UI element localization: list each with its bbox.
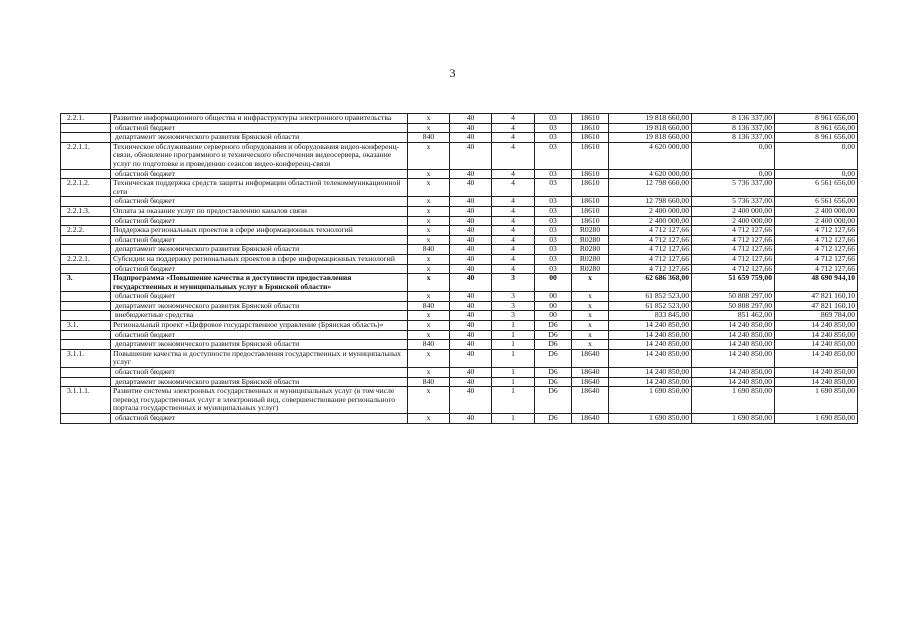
- admin-code-cell: x: [408, 197, 450, 207]
- row-name-cell: департамент экономического развития Брянской области: [111, 133, 408, 143]
- admin-code-cell: x: [408, 330, 450, 340]
- direction-code-cell: x: [572, 311, 609, 321]
- admin-code-cell: x: [408, 349, 450, 367]
- row-number-cell: [61, 169, 111, 179]
- direction-code-cell: 18610: [572, 179, 609, 197]
- amount-year1-cell: 4 712 127,66: [609, 235, 692, 245]
- amount-year3-cell: 14 240 850,00: [775, 349, 858, 367]
- subprogram-code-cell: 4: [492, 245, 535, 255]
- direction-code-cell: 18610: [572, 169, 609, 179]
- event-code-cell: 03: [535, 245, 572, 255]
- table-row: [61, 169, 858, 179]
- direction-code-cell: 18610: [572, 123, 609, 133]
- table-row: [61, 123, 858, 133]
- budget-table-body: [61, 114, 858, 424]
- row-number-cell: [61, 123, 111, 133]
- direction-code-cell: x: [572, 330, 609, 340]
- table-row: [61, 301, 858, 311]
- direction-code-cell: 18640: [572, 387, 609, 414]
- admin-code-cell: x: [408, 414, 450, 424]
- row-number-cell: 2.2.1.1.: [61, 142, 111, 169]
- event-code-cell: 00: [535, 274, 572, 292]
- direction-code-cell: 18610: [572, 197, 609, 207]
- admin-code-cell: x: [408, 123, 450, 133]
- amount-year3-cell: 2 400 000,00: [775, 206, 858, 216]
- amount-year1-cell: 2 400 000,00: [609, 206, 692, 216]
- row-number-cell: 3.: [61, 274, 111, 292]
- row-name-cell: департамент экономического развития Брянской области: [111, 377, 408, 387]
- admin-code-cell: 840: [408, 301, 450, 311]
- event-code-cell: D6: [535, 330, 572, 340]
- amount-year3-cell: 4 712 127,66: [775, 264, 858, 274]
- program-code-cell: 40: [450, 377, 492, 387]
- admin-code-cell: x: [408, 114, 450, 124]
- row-name-cell: департамент экономического развития Брянской области: [111, 340, 408, 350]
- admin-code-cell: x: [408, 216, 450, 226]
- table-row: [61, 368, 858, 378]
- amount-year2-cell: 14 240 850,00: [692, 377, 775, 387]
- event-code-cell: 03: [535, 142, 572, 169]
- direction-code-cell: 18610: [572, 216, 609, 226]
- amount-year3-cell: 4 712 127,66: [775, 254, 858, 264]
- row-number-cell: [61, 197, 111, 207]
- admin-code-cell: 840: [408, 377, 450, 387]
- event-code-cell: D6: [535, 368, 572, 378]
- amount-year1-cell: 4 712 127,66: [609, 245, 692, 255]
- event-code-cell: 03: [535, 226, 572, 236]
- admin-code-cell: x: [408, 292, 450, 302]
- event-code-cell: 03: [535, 114, 572, 124]
- amount-year3-cell: 4 712 127,66: [775, 245, 858, 255]
- subprogram-code-cell: 4: [492, 114, 535, 124]
- row-name-cell: Поддержка региональных проектов в сфере информационных технологий: [111, 226, 408, 236]
- amount-year2-cell: 4 712 127,66: [692, 226, 775, 236]
- amount-year2-cell: 2 400 000,00: [692, 206, 775, 216]
- amount-year2-cell: 4 712 127,66: [692, 245, 775, 255]
- direction-code-cell: 18610: [572, 133, 609, 143]
- amount-year1-cell: 1 690 850,00: [609, 414, 692, 424]
- amount-year3-cell: 14 240 850,00: [775, 377, 858, 387]
- page-number: 3: [449, 66, 456, 80]
- row-number-cell: [61, 245, 111, 255]
- table-row: [61, 133, 858, 143]
- row-name-cell: Техническое обслуживание серверного оборудования и оборудования видео-конференц-связи, обновление программного и технического обеспечения видеосервера, оказание услуг по подготовке и проведению сеансов видео-конференц-связи: [111, 142, 408, 169]
- row-name-cell: Техническая поддержка средств защиты информации областной телекоммуникационной сети: [111, 179, 408, 197]
- row-name-cell: областной бюджет: [111, 197, 408, 207]
- admin-code-cell: x: [408, 235, 450, 245]
- subprogram-code-cell: 4: [492, 197, 535, 207]
- direction-code-cell: R0280: [572, 226, 609, 236]
- amount-year3-cell: 8 961 656,00: [775, 114, 858, 124]
- table-row: [61, 377, 858, 387]
- table-row: [61, 274, 858, 292]
- amount-year2-cell: 14 240 850,00: [692, 340, 775, 350]
- amount-year2-cell: 0,00: [692, 169, 775, 179]
- subprogram-code-cell: 3: [492, 311, 535, 321]
- amount-year2-cell: 50 808 297,00: [692, 292, 775, 302]
- subprogram-code-cell: 4: [492, 264, 535, 274]
- admin-code-cell: x: [408, 226, 450, 236]
- row-number-cell: [61, 301, 111, 311]
- row-number-cell: 3.1.1.1.: [61, 387, 111, 414]
- amount-year1-cell: 12 798 660,00: [609, 197, 692, 207]
- amount-year1-cell: 12 798 660,00: [609, 179, 692, 197]
- direction-code-cell: 18640: [572, 414, 609, 424]
- amount-year1-cell: 4 712 127,66: [609, 254, 692, 264]
- row-name-cell: Развитие системы электронных государственных и муниципальных услуг (в том числе перевод государственных услуг в электронный вид, совершенствование регионального портала государственных и муниципальных услуг): [111, 387, 408, 414]
- program-code-cell: 40: [450, 114, 492, 124]
- amount-year1-cell: 61 852 523,00: [609, 301, 692, 311]
- table-row: [61, 114, 858, 124]
- subprogram-code-cell: 1: [492, 330, 535, 340]
- row-number-cell: 2.2.2.: [61, 226, 111, 236]
- program-code-cell: 40: [450, 311, 492, 321]
- amount-year3-cell: 14 240 850,00: [775, 340, 858, 350]
- amount-year1-cell: 1 690 850,00: [609, 387, 692, 414]
- direction-code-cell: R0280: [572, 254, 609, 264]
- subprogram-code-cell: 4: [492, 142, 535, 169]
- direction-code-cell: 18640: [572, 377, 609, 387]
- event-code-cell: 03: [535, 123, 572, 133]
- subprogram-code-cell: 4: [492, 123, 535, 133]
- program-code-cell: 40: [450, 349, 492, 367]
- row-number-cell: [61, 311, 111, 321]
- table-row: [61, 216, 858, 226]
- event-code-cell: 03: [535, 264, 572, 274]
- event-code-cell: 00: [535, 311, 572, 321]
- program-code-cell: 40: [450, 197, 492, 207]
- admin-code-cell: 840: [408, 133, 450, 143]
- row-number-cell: [61, 292, 111, 302]
- row-name-cell: областной бюджет: [111, 292, 408, 302]
- row-name-cell: областной бюджет: [111, 264, 408, 274]
- program-code-cell: 40: [450, 330, 492, 340]
- admin-code-cell: x: [408, 274, 450, 292]
- amount-year1-cell: 14 240 850,00: [609, 349, 692, 367]
- program-code-cell: 40: [450, 264, 492, 274]
- amount-year1-cell: 14 240 850,00: [609, 340, 692, 350]
- amount-year1-cell: 19 818 660,00: [609, 133, 692, 143]
- amount-year2-cell: 8 136 337,00: [692, 114, 775, 124]
- event-code-cell: D6: [535, 414, 572, 424]
- row-number-cell: [61, 377, 111, 387]
- direction-code-cell: R0280: [572, 235, 609, 245]
- amount-year3-cell: 1 690 850,00: [775, 414, 858, 424]
- amount-year1-cell: 4 712 127,66: [609, 226, 692, 236]
- subprogram-code-cell: 1: [492, 368, 535, 378]
- amount-year3-cell: 47 821 160,10: [775, 292, 858, 302]
- event-code-cell: D6: [535, 340, 572, 350]
- amount-year2-cell: 50 808 297,00: [692, 301, 775, 311]
- amount-year2-cell: 14 240 850,00: [692, 349, 775, 367]
- amount-year3-cell: 1 690 850,00: [775, 387, 858, 414]
- amount-year2-cell: 4 712 127,66: [692, 264, 775, 274]
- subprogram-code-cell: 4: [492, 206, 535, 216]
- event-code-cell: 03: [535, 206, 572, 216]
- program-code-cell: 40: [450, 301, 492, 311]
- program-code-cell: 40: [450, 226, 492, 236]
- table-row: [61, 197, 858, 207]
- event-code-cell: 03: [535, 216, 572, 226]
- subprogram-code-cell: 4: [492, 179, 535, 197]
- event-code-cell: 03: [535, 179, 572, 197]
- row-name-cell: Подпрограмма «Повышение качества и доступности предоставления государственных и муниципальных услуг в Брянской области»: [111, 274, 408, 292]
- admin-code-cell: x: [408, 264, 450, 274]
- admin-code-cell: x: [408, 206, 450, 216]
- amount-year1-cell: 4 620 000,00: [609, 169, 692, 179]
- admin-code-cell: x: [408, 254, 450, 264]
- amount-year3-cell: 0,00: [775, 142, 858, 169]
- amount-year2-cell: 8 136 337,00: [692, 123, 775, 133]
- amount-year3-cell: 869 784,00: [775, 311, 858, 321]
- amount-year1-cell: 833 845,00: [609, 311, 692, 321]
- admin-code-cell: x: [408, 311, 450, 321]
- subprogram-code-cell: 4: [492, 216, 535, 226]
- admin-code-cell: x: [408, 321, 450, 331]
- amount-year2-cell: 4 712 127,66: [692, 254, 775, 264]
- subprogram-code-cell: 3: [492, 292, 535, 302]
- row-number-cell: 2.2.1.3.: [61, 206, 111, 216]
- row-name-cell: департамент экономического развития Брянской области: [111, 301, 408, 311]
- event-code-cell: D6: [535, 321, 572, 331]
- event-code-cell: 03: [535, 235, 572, 245]
- amount-year2-cell: 851 462,00: [692, 311, 775, 321]
- event-code-cell: 03: [535, 169, 572, 179]
- row-name-cell: Развитие информационного общества и инфраструктуры электронного правительства: [111, 114, 408, 124]
- program-code-cell: 40: [450, 368, 492, 378]
- amount-year2-cell: 2 400 000,00: [692, 216, 775, 226]
- row-number-cell: 2.2.1.2.: [61, 179, 111, 197]
- direction-code-cell: x: [572, 321, 609, 331]
- direction-code-cell: x: [572, 274, 609, 292]
- subprogram-code-cell: 4: [492, 226, 535, 236]
- amount-year3-cell: 4 712 127,66: [775, 226, 858, 236]
- direction-code-cell: x: [572, 301, 609, 311]
- row-number-cell: 3.1.: [61, 321, 111, 331]
- event-code-cell: 00: [535, 292, 572, 302]
- row-number-cell: [61, 235, 111, 245]
- subprogram-code-cell: 1: [492, 377, 535, 387]
- event-code-cell: 00: [535, 301, 572, 311]
- row-number-cell: [61, 264, 111, 274]
- event-code-cell: D6: [535, 387, 572, 414]
- amount-year3-cell: 6 561 656,00: [775, 179, 858, 197]
- program-code-cell: 40: [450, 179, 492, 197]
- direction-code-cell: R0280: [572, 264, 609, 274]
- amount-year1-cell: 62 686 368,00: [609, 274, 692, 292]
- amount-year3-cell: 14 240 850,00: [775, 368, 858, 378]
- table-row: [61, 321, 858, 331]
- event-code-cell: 03: [535, 133, 572, 143]
- amount-year2-cell: 14 240 850,00: [692, 321, 775, 331]
- amount-year2-cell: 14 240 850,00: [692, 368, 775, 378]
- table-row: [61, 226, 858, 236]
- budget-table: [60, 113, 858, 424]
- admin-code-cell: 840: [408, 245, 450, 255]
- direction-code-cell: 18610: [572, 206, 609, 216]
- amount-year2-cell: 8 136 337,00: [692, 133, 775, 143]
- admin-code-cell: x: [408, 169, 450, 179]
- row-name-cell: внебюджетные средства: [111, 311, 408, 321]
- amount-year3-cell: 8 961 656,00: [775, 123, 858, 133]
- admin-code-cell: 840: [408, 340, 450, 350]
- row-name-cell: Субсидии на поддержку региональных проектов в сфере информационных технологий: [111, 254, 408, 264]
- row-number-cell: [61, 216, 111, 226]
- program-code-cell: 40: [450, 414, 492, 424]
- subprogram-code-cell: 1: [492, 414, 535, 424]
- amount-year1-cell: 4 712 127,66: [609, 264, 692, 274]
- subprogram-code-cell: 3: [492, 301, 535, 311]
- amount-year2-cell: 1 690 850,00: [692, 414, 775, 424]
- subprogram-code-cell: 4: [492, 169, 535, 179]
- amount-year1-cell: 2 400 000,00: [609, 216, 692, 226]
- amount-year3-cell: 8 961 656,00: [775, 133, 858, 143]
- table-row: [61, 292, 858, 302]
- event-code-cell: 03: [535, 254, 572, 264]
- table-row: [61, 330, 858, 340]
- amount-year2-cell: 5 736 337,00: [692, 197, 775, 207]
- amount-year2-cell: 14 240 850,00: [692, 330, 775, 340]
- table-row: [61, 264, 858, 274]
- amount-year1-cell: 14 240 850,00: [609, 330, 692, 340]
- program-code-cell: 40: [450, 123, 492, 133]
- amount-year2-cell: 1 690 850,00: [692, 387, 775, 414]
- row-name-cell: областной бюджет: [111, 414, 408, 424]
- direction-code-cell: x: [572, 292, 609, 302]
- program-code-cell: 40: [450, 387, 492, 414]
- amount-year1-cell: 14 240 850,00: [609, 321, 692, 331]
- row-name-cell: областной бюджет: [111, 235, 408, 245]
- program-code-cell: 40: [450, 321, 492, 331]
- amount-year1-cell: 61 852 523,00: [609, 292, 692, 302]
- amount-year1-cell: 19 818 660,00: [609, 123, 692, 133]
- table-row: [61, 235, 858, 245]
- amount-year3-cell: 6 561 656,00: [775, 197, 858, 207]
- subprogram-code-cell: 1: [492, 349, 535, 367]
- row-number-cell: 2.2.1.: [61, 114, 111, 124]
- admin-code-cell: x: [408, 142, 450, 169]
- row-number-cell: [61, 340, 111, 350]
- amount-year1-cell: 4 620 000,00: [609, 142, 692, 169]
- table-row: [61, 340, 858, 350]
- amount-year1-cell: 14 240 850,00: [609, 368, 692, 378]
- subprogram-code-cell: 1: [492, 321, 535, 331]
- program-code-cell: 40: [450, 169, 492, 179]
- row-name-cell: Повышение качества и доступности предоставления государственных и муниципальных услуг: [111, 349, 408, 367]
- table-row: [61, 414, 858, 424]
- direction-code-cell: x: [572, 340, 609, 350]
- row-number-cell: 3.1.1.: [61, 349, 111, 367]
- amount-year1-cell: 14 240 850,00: [609, 377, 692, 387]
- row-number-cell: [61, 414, 111, 424]
- table-row: [61, 245, 858, 255]
- subprogram-code-cell: 4: [492, 254, 535, 264]
- program-code-cell: 40: [450, 216, 492, 226]
- admin-code-cell: x: [408, 368, 450, 378]
- subprogram-code-cell: 4: [492, 235, 535, 245]
- row-name-cell: областной бюджет: [111, 123, 408, 133]
- amount-year3-cell: 14 240 850,00: [775, 321, 858, 331]
- row-name-cell: Региональный проект «Цифровое государственное управление (Брянская область)»: [111, 321, 408, 331]
- admin-code-cell: x: [408, 179, 450, 197]
- amount-year2-cell: 0,00: [692, 142, 775, 169]
- amount-year2-cell: 51 659 759,00: [692, 274, 775, 292]
- table-row: [61, 142, 858, 169]
- amount-year2-cell: 5 736 337,00: [692, 179, 775, 197]
- row-number-cell: [61, 368, 111, 378]
- row-name-cell: департамент экономического развития Брянской области: [111, 245, 408, 255]
- table-row: [61, 206, 858, 216]
- table-row: [61, 311, 858, 321]
- subprogram-code-cell: 1: [492, 340, 535, 350]
- direction-code-cell: 18640: [572, 349, 609, 367]
- amount-year3-cell: 2 400 000,00: [775, 216, 858, 226]
- program-code-cell: 40: [450, 274, 492, 292]
- program-code-cell: 40: [450, 142, 492, 169]
- table-row: [61, 387, 858, 414]
- row-number-cell: [61, 133, 111, 143]
- table-row: [61, 349, 858, 367]
- program-code-cell: 40: [450, 133, 492, 143]
- row-number-cell: 2.2.2.1.: [61, 254, 111, 264]
- row-number-cell: [61, 330, 111, 340]
- amount-year3-cell: 4 712 127,66: [775, 235, 858, 245]
- amount-year3-cell: 0,00: [775, 169, 858, 179]
- program-code-cell: 40: [450, 254, 492, 264]
- program-code-cell: 40: [450, 340, 492, 350]
- direction-code-cell: 18640: [572, 368, 609, 378]
- program-code-cell: 40: [450, 292, 492, 302]
- row-name-cell: областной бюджет: [111, 169, 408, 179]
- row-name-cell: областной бюджет: [111, 368, 408, 378]
- subprogram-code-cell: 1: [492, 387, 535, 414]
- table-row: [61, 254, 858, 264]
- direction-code-cell: 18610: [572, 142, 609, 169]
- amount-year3-cell: 47 821 160,10: [775, 301, 858, 311]
- amount-year3-cell: 48 690 944,10: [775, 274, 858, 292]
- event-code-cell: D6: [535, 349, 572, 367]
- program-code-cell: 40: [450, 235, 492, 245]
- amount-year2-cell: 4 712 127,66: [692, 235, 775, 245]
- event-code-cell: D6: [535, 377, 572, 387]
- admin-code-cell: x: [408, 387, 450, 414]
- row-name-cell: Оплата за оказание услуг по предоставлению каналов связи: [111, 206, 408, 216]
- direction-code-cell: R0280: [572, 245, 609, 255]
- program-code-cell: 40: [450, 206, 492, 216]
- table-row: [61, 179, 858, 197]
- subprogram-code-cell: 3: [492, 274, 535, 292]
- program-code-cell: 40: [450, 245, 492, 255]
- row-name-cell: областной бюджет: [111, 216, 408, 226]
- subprogram-code-cell: 4: [492, 133, 535, 143]
- event-code-cell: 03: [535, 197, 572, 207]
- amount-year3-cell: 14 240 850,00: [775, 330, 858, 340]
- direction-code-cell: 18610: [572, 114, 609, 124]
- row-name-cell: областной бюджет: [111, 330, 408, 340]
- amount-year1-cell: 19 818 660,00: [609, 114, 692, 124]
